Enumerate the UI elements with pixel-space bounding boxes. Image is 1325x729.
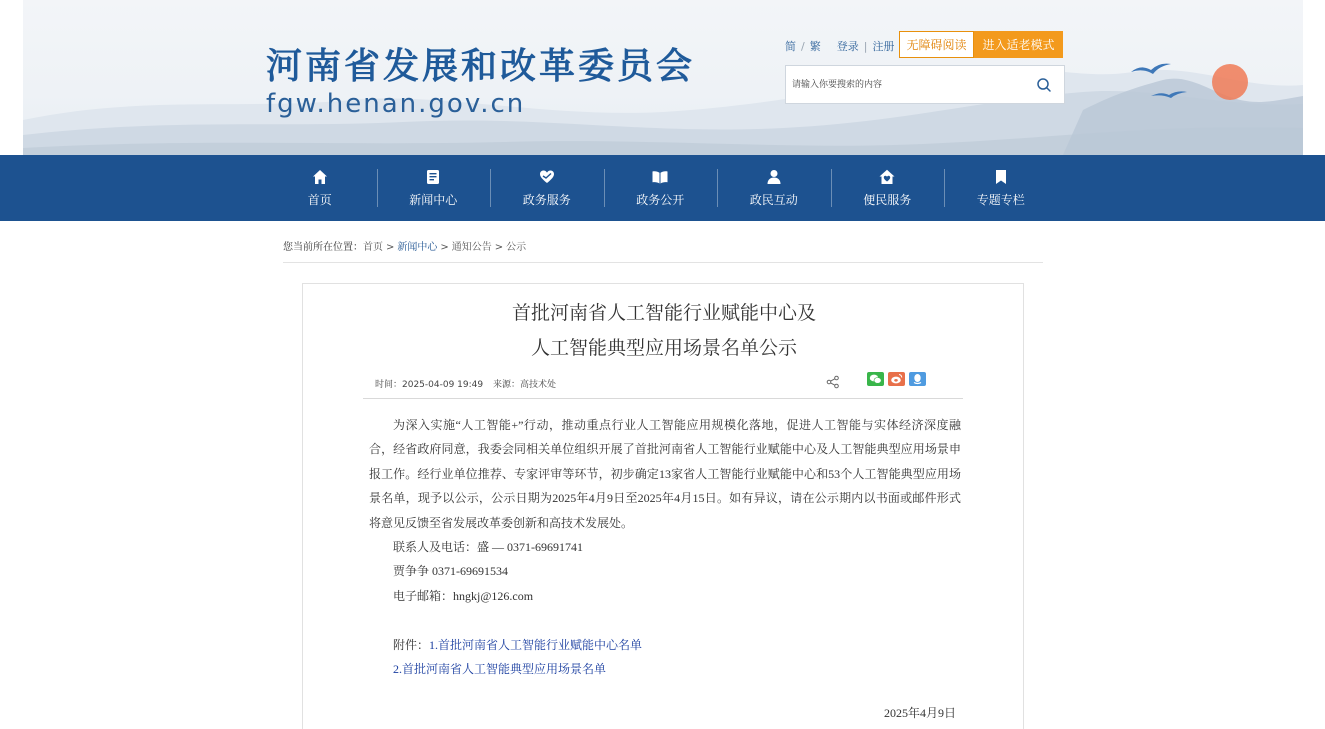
nav-item-convenience-service[interactable] [831, 155, 945, 221]
nav-item-label: 便民服务 [863, 193, 912, 207]
search-input[interactable] [792, 75, 1022, 95]
article-meta [363, 371, 963, 399]
login-link[interactable]: 登录 [836, 40, 859, 53]
attachment-row [369, 633, 961, 657]
simplified-chinese-link[interactable]: 简 [785, 40, 796, 53]
search-box [785, 65, 1065, 104]
article-container [302, 283, 1024, 729]
nav-item-label: 新闻中心 [409, 193, 458, 207]
breadcrumb [283, 238, 1043, 263]
elder-mode-button[interactable]: 进入适老模式 [974, 31, 1063, 58]
header-banner [23, 0, 1303, 155]
nav-item-label: 首页 [307, 193, 332, 207]
nav-item-home[interactable] [263, 155, 377, 221]
nav-item-news[interactable] [377, 155, 491, 221]
article-body [369, 413, 961, 681]
nav-item-government-affairs-open[interactable] [604, 155, 718, 221]
nav-item-label: 政务服务 [522, 193, 571, 207]
article-paragraph: 为深入实施“人工智能+”行动，推动重点行业人工智能应用规模化落地，促进人工智能与实体经济深度融合，经省政府同意，我委会同相关单位组织开展了首批河南省人工智能行业赋能中心及人工智能典型应用场景申报工作。经行业单位推荐、专家评审等环节，初步确定13家省人工智能行业赋能中心和53个人工智能典型应用场景名单，现予以公示，公示日期为2025年4月9日至2025年4月15日。如有异议，请在公示期内以书面或邮件形式将意见反馈至省发展改革委创新和高技术发展处。 [369, 418, 961, 530]
contact-line-2: 贾争争 0371-69691534 [393, 564, 508, 579]
nav-item-label: 政务公开 [636, 193, 685, 207]
book-icon [651, 168, 669, 186]
weibo-icon [890, 373, 903, 385]
breadcrumb-home[interactable]: 首页 [363, 242, 383, 253]
traditional-chinese-link[interactable]: 繁 [809, 40, 821, 53]
person-icon [765, 168, 783, 186]
article-title-line-1: 首批河南省人工智能行业赋能中心及 [511, 302, 816, 324]
breadcrumb-separator: > [440, 242, 449, 253]
breadcrumb-separator: > [386, 242, 395, 253]
house-heart-icon [878, 168, 896, 186]
separator: / [801, 39, 805, 53]
attachment-link-2[interactable]: 2.首批河南省人工智能典型应用场景名单 [393, 662, 607, 677]
breadcrumb-publicity[interactable]: 公示 [506, 242, 527, 253]
attachment-link-1[interactable]: 1.首批河南省人工智能行业赋能中心名单 [429, 637, 643, 652]
nav-item-government-service[interactable] [490, 155, 604, 221]
breadcrumb-news-center[interactable]: 新闻中心 [397, 242, 438, 253]
bookmark-icon [992, 168, 1010, 186]
heart-hands-icon [538, 168, 556, 186]
breadcrumb-notices[interactable]: 通知公告 [451, 242, 492, 253]
wechat-icon [869, 373, 882, 385]
breadcrumb-prefix: 您当前所在位置： [283, 242, 363, 253]
nav-item-interaction[interactable] [717, 155, 831, 221]
qq-icon [911, 373, 924, 385]
search-icon[interactable] [1036, 77, 1052, 93]
email-line: 电子邮箱：hngkj@126.com [393, 588, 534, 603]
site-title: 河南省发展和改革委员会 [266, 46, 696, 87]
article-date: 2025年4月9日 [884, 706, 957, 720]
wechat-share-button[interactable] [867, 372, 884, 386]
home-icon [311, 168, 329, 186]
breadcrumb-separator: > [494, 242, 504, 253]
main-nav [0, 155, 1325, 221]
publish-time: 时间：2025-04-09 19:49 [375, 380, 484, 390]
attachment-label: 附件： [393, 637, 430, 652]
article-source: 来源：高技术处 [493, 380, 557, 390]
site-domain: fgw.henan.gov.cn [266, 89, 526, 119]
attachment-row [369, 657, 961, 681]
top-links [785, 38, 894, 54]
blank-line [369, 608, 961, 632]
article-title-line-2: 人工智能典型应用场景名单公示 [530, 337, 797, 359]
contact-line: 联系人及电话：盛 — 0371-69691741 [393, 540, 583, 555]
nav-item-label: 专题专栏 [976, 193, 1025, 207]
weibo-share-button[interactable] [888, 372, 905, 386]
nav-item-label: 政民互动 [749, 193, 798, 207]
news-icon [424, 168, 442, 186]
register-link[interactable]: 注册 [872, 40, 895, 53]
accessibility-reading-button[interactable]: 无障碍阅读 [899, 31, 974, 58]
separator: | [863, 39, 868, 53]
nav-item-special-topics[interactable] [944, 155, 1058, 221]
qq-share-button[interactable] [909, 372, 926, 386]
share-icon[interactable] [826, 375, 840, 389]
